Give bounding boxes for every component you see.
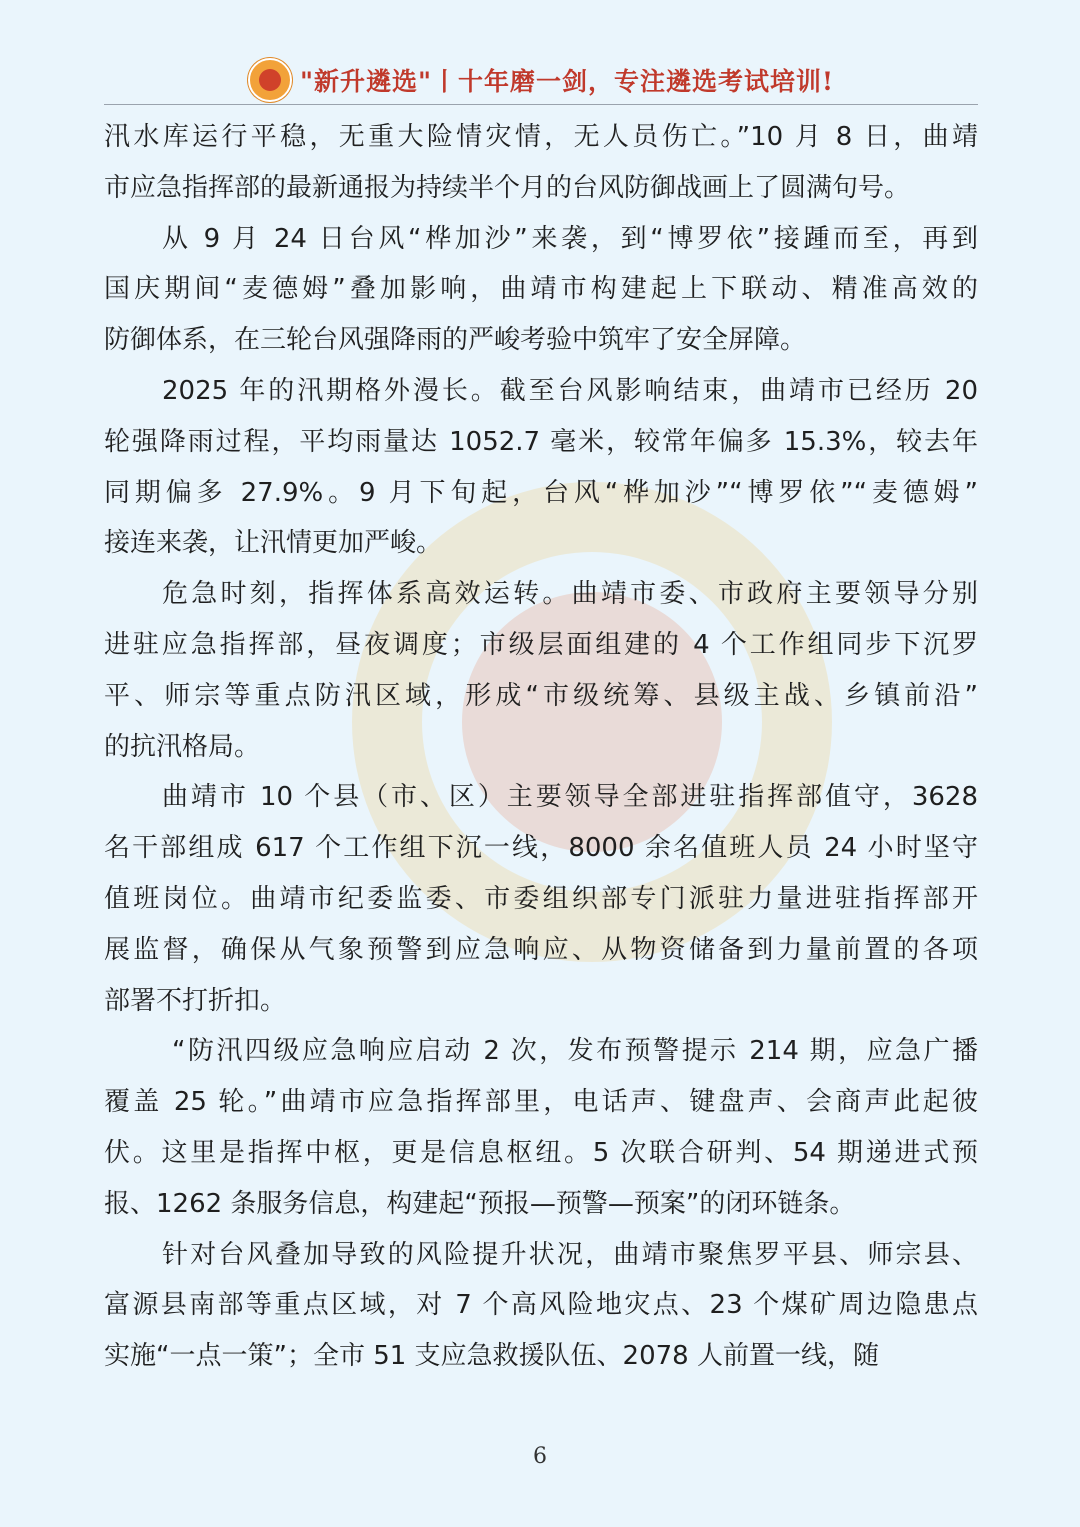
article-body [104, 112, 978, 1382]
text-line: 的抗汛格局。 [104, 731, 261, 762]
text-line: 防御体系，在三轮台风强降雨的严峻考验中筑牢了安全屏障。 [104, 325, 807, 356]
paragraph [104, 214, 978, 366]
text-line: 实施“一点一策”；全市 51 支应急救援队伍、2078 人前置一线，随 [104, 1341, 879, 1372]
paragraph [104, 569, 978, 772]
text-line: 进驻应急指挥部，昼夜调度；市级层面组建的 4 个工作组同步下沉罗 [104, 629, 978, 660]
text-line: 从 9 月 24 日台风“桦加沙”来袭，到“博罗依”接踵而至，再到 [162, 223, 978, 254]
text-line: 危急时刻，指挥体系高效运转。曲靖市委、市政府主要领导分别 [162, 579, 978, 610]
text-line: 市应急指挥部的最新通报为持续半个月的台风防御战画上了圆满句号。 [104, 172, 911, 203]
paragraph [104, 112, 978, 214]
text-line: 报、1262 条服务信息，构建起“预报—预警—预案”的闭环链条。 [104, 1188, 856, 1219]
text-line: 汛水库运行平稳，无重大险情灾情，无人员伤亡。”10 月 8 日，曲靖 [104, 122, 978, 152]
text-line: 展监督，确保从气象预警到应急响应、从物资储备到力量前置的各项 [104, 934, 978, 965]
text-line: 平、师宗等重点防汛区域，形成“市级统筹、县级主战、乡镇前沿” [104, 680, 978, 711]
text-line: “防汛四级应急响应启动 2 次，发布预警提示 214 期，应急广播 [172, 1036, 978, 1067]
text-line: 覆盖 25 轮。”曲靖市应急指挥部里，电话声、键盘声、会商声此起彼 [104, 1087, 978, 1118]
paragraph [104, 1230, 978, 1382]
text-line: 同期偏多 27.9%。9 月下旬起，台风“桦加沙”“博罗依”“麦德姆” [104, 477, 978, 508]
text-line: 部署不打折扣。 [104, 985, 287, 1016]
text-line: 国庆期间“麦德姆”叠加影响，曲靖市构建起上下联动、精准高效的 [104, 274, 978, 305]
paragraph [104, 1026, 978, 1229]
paragraph [104, 772, 978, 1026]
text-line: 2025 年的汛期格外漫长。截至台风影响结束，曲靖市已经历 20 [162, 375, 978, 406]
text-line: 值班岗位。曲靖市纪委监委、市委组织部专门派驻力量进驻指挥部开 [104, 883, 978, 914]
text-line: 曲靖市 10 个县（市、区）主要领导全部进驻指挥部值守，3628 [162, 782, 978, 813]
header-title: "新升遴选"丨十年磨一剑，专注遴选考试培训! [299, 67, 835, 96]
school-seal-icon [248, 58, 292, 102]
text-line: 伏。这里是指挥中枢，更是信息枢纽。5 次联合研判、54 期递进式预 [104, 1137, 978, 1168]
text-line: 针对台风叠加导致的风险提升状况，曲靖市聚焦罗平县、师宗县、 [162, 1239, 978, 1270]
text-line: 富源县南部等重点区域，对 7 个高风险地灾点、23 个煤矿周边隐患点 [104, 1290, 978, 1321]
page-header [104, 56, 978, 105]
text-line: 接连来袭，让汛情更加严峻。 [104, 528, 443, 559]
text-line: 轮强降雨过程，平均雨量达 1052.7 毫米，较常年偏多 15.3%，较去年 [104, 426, 978, 457]
paragraph [104, 366, 978, 569]
text-line: 名干部组成 617 个工作组下沉一线，8000 余名值班人员 24 小时坚守 [104, 833, 978, 864]
page-number: 6 [533, 1444, 547, 1469]
